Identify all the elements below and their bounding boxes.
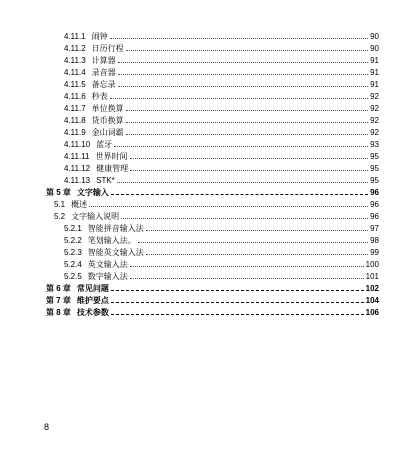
toc-entry-number: 第 8 章 [46, 308, 71, 317]
toc-leader-dots [111, 290, 364, 291]
toc-leader-dots [110, 38, 368, 39]
page-number: 8 [44, 422, 50, 432]
toc-entry[interactable] [46, 234, 379, 246]
toc-entry[interactable] [46, 306, 379, 318]
toc-entry-number: 5.1 [54, 200, 66, 209]
toc-entry-number: 4.11.1 [64, 32, 86, 41]
toc-entry-number: 4.11.2 [64, 44, 86, 53]
toc-entry-number: 5.2.1 [64, 224, 82, 233]
toc-entry-page: 91 [370, 56, 379, 65]
toc-entry[interactable] [46, 150, 379, 162]
toc-entry-title: 备忘录 [91, 80, 116, 89]
toc-leader-dots [126, 134, 368, 135]
toc-entry-title: 笔划输入法。 [87, 236, 136, 245]
toc-entry[interactable] [46, 66, 379, 78]
toc-entry-number: 4.11.5 [64, 80, 86, 89]
toc-entry-number: 第 5 章 [46, 188, 71, 197]
toc-entry-title: 秒表 [91, 92, 108, 101]
toc-entry[interactable] [46, 54, 379, 66]
toc-entry-number: 4.11.12 [64, 164, 91, 173]
toc-entry-number: 4.11.7 [64, 104, 86, 113]
toc-leader-dots [138, 242, 368, 243]
toc-leader-dots [126, 110, 368, 111]
toc-entry[interactable] [46, 270, 379, 282]
toc-entry-number: 5.2.4 [64, 260, 82, 269]
toc-entry[interactable] [46, 294, 379, 306]
toc-entry[interactable] [46, 246, 379, 258]
toc-leader-dots [110, 98, 368, 99]
toc-entry-title: 世界时间 [95, 152, 128, 161]
toc-entry[interactable] [46, 282, 379, 294]
toc-entry-title: 日历行程 [91, 44, 124, 53]
toc-leader-dots [121, 218, 368, 219]
toc-entry-title: 文字输入 [76, 188, 109, 197]
toc-entry[interactable] [46, 222, 379, 234]
toc-leader-dots [130, 170, 368, 171]
toc-leader-dots [146, 254, 368, 255]
toc-entry-page: 95 [370, 176, 379, 185]
toc-leader-dots [130, 158, 369, 159]
toc-entry-page: 92 [370, 92, 379, 101]
toc-leader-dots [118, 74, 368, 75]
toc-leader-dots [130, 266, 364, 267]
toc-entry-page: 100 [365, 260, 379, 269]
toc-entry-page: 93 [370, 140, 379, 149]
toc-leader-dots [89, 206, 368, 207]
toc-entry-page: 95 [370, 152, 379, 161]
toc-entry-page: 98 [370, 236, 379, 245]
toc-entry-page: 99 [370, 248, 379, 257]
toc-entry-number: 5.2.5 [64, 272, 82, 281]
toc-entry-number: 4.11.3 [64, 56, 86, 65]
table-of-contents [46, 30, 379, 318]
toc-entry[interactable] [46, 198, 379, 210]
toc-entry[interactable] [46, 162, 379, 174]
toc-entry[interactable] [46, 174, 379, 186]
toc-entry-page: 102 [365, 284, 379, 293]
toc-entry-title: 维护要点 [76, 296, 109, 305]
toc-entry-title: 智能拼音输入法 [87, 224, 144, 233]
toc-entry[interactable] [46, 126, 379, 138]
toc-entry-title: 概述 [71, 200, 88, 209]
toc-entry-title: 闹钟 [91, 32, 108, 41]
toc-leader-dots [126, 50, 368, 51]
toc-entry-title: 常见问题 [76, 284, 109, 293]
toc-entry-number: 4.11.10 [64, 140, 91, 149]
toc-entry-page: 97 [370, 224, 379, 233]
toc-entry-page: 95 [370, 164, 379, 173]
toc-entry-title: 录音器 [91, 68, 116, 77]
toc-entry[interactable] [46, 258, 379, 270]
toc-entry[interactable] [46, 78, 379, 90]
toc-entry-number: 4.11.8 [64, 116, 86, 125]
toc-entry-number: 4.11.4 [64, 68, 86, 77]
toc-entry-number: 5.2.2 [64, 236, 82, 245]
toc-entry-title: 数字输入法 [87, 272, 128, 281]
toc-entry-page: 92 [370, 104, 379, 113]
toc-entry-number: 第 7 章 [46, 296, 71, 305]
toc-entry-number: 4.11.11 [64, 152, 90, 161]
toc-entry-title: 单位换算 [91, 104, 124, 113]
toc-entry-number: 5.2 [54, 212, 66, 221]
toc-leader-dots [130, 278, 364, 279]
toc-entry-number: 第 6 章 [46, 284, 71, 293]
toc-leader-dots [111, 314, 364, 315]
toc-entry[interactable] [46, 210, 379, 222]
toc-entry[interactable] [46, 114, 379, 126]
toc-entry-title: 货币换算 [91, 116, 124, 125]
toc-leader-dots [111, 302, 364, 303]
toc-entry[interactable] [46, 138, 379, 150]
toc-entry[interactable] [46, 30, 379, 42]
toc-entry-number: 5.2.3 [64, 248, 82, 257]
toc-entry-title: 金山词霸 [91, 128, 124, 137]
toc-entry-page: 96 [370, 212, 379, 221]
toc-entry-number: 4.11.13 [64, 176, 91, 185]
toc-entry-page: 96 [370, 188, 379, 197]
toc-leader-dots [111, 194, 368, 195]
toc-entry-number: 4.11.6 [64, 92, 86, 101]
toc-leader-dots [117, 182, 368, 183]
toc-leader-dots [118, 62, 368, 63]
toc-leader-dots [118, 86, 368, 87]
toc-leader-dots [126, 122, 368, 123]
toc-entry-title: 英文输入法 [87, 260, 128, 269]
toc-entry-page: 92 [370, 128, 379, 137]
toc-entry[interactable] [46, 102, 379, 114]
toc-entry-page: 96 [370, 200, 379, 209]
toc-entry-number: 4.11.9 [64, 128, 86, 137]
toc-entry-page: 92 [370, 116, 379, 125]
toc-entry-title: 文字输入说明 [71, 212, 120, 221]
toc-leader-dots [114, 146, 368, 147]
toc-entry-page: 90 [370, 32, 379, 41]
toc-entry-page: 106 [365, 308, 379, 317]
toc-entry-title: STK* [96, 176, 115, 185]
toc-entry-title: 蓝牙 [96, 140, 113, 149]
toc-entry[interactable] [46, 90, 379, 102]
toc-entry[interactable] [46, 186, 379, 198]
toc-entry-title: 技术参数 [76, 308, 109, 317]
toc-entry-title: 计算器 [91, 56, 116, 65]
toc-entry-page: 101 [365, 272, 379, 281]
toc-entry-page: 91 [370, 80, 379, 89]
toc-entry-page: 90 [370, 44, 379, 53]
toc-entry[interactable] [46, 42, 379, 54]
toc-entry-page: 104 [365, 296, 379, 305]
toc-entry-title: 智能英文输入法 [87, 248, 144, 257]
toc-entry-page: 91 [370, 68, 379, 77]
toc-entry-title: 健康管理 [96, 164, 129, 173]
toc-leader-dots [146, 230, 368, 231]
